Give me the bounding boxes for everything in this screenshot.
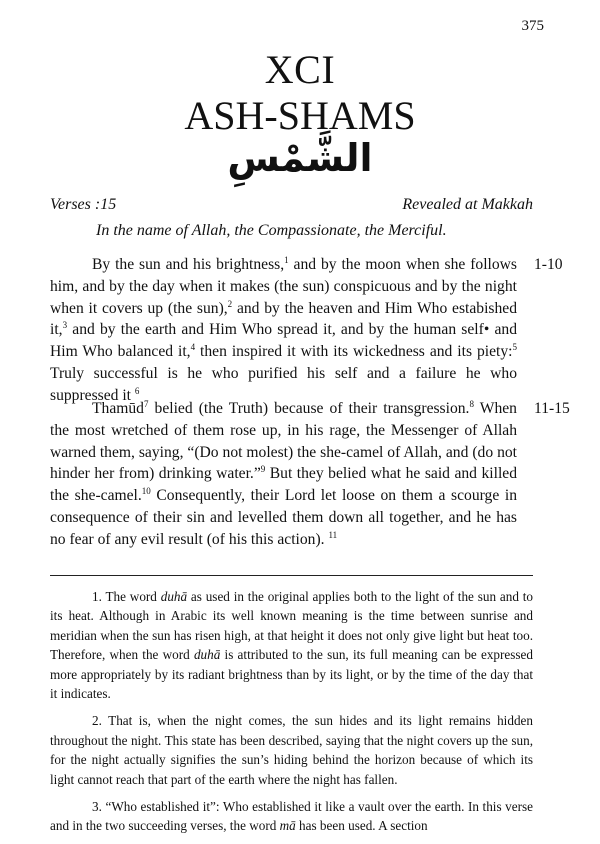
text-run: By the sun and his brightness, (92, 256, 285, 273)
page-number: 375 (521, 18, 544, 34)
verse-range: 11-15 (534, 400, 570, 417)
text-run: as used in the original applies both to the light of the sun and to its heat. Although in Arabic its well known meaning is the time between sunrise and meridian when the sun has risen high, at that height it does not only give light but heat too. Therefore, when the word (50, 589, 533, 663)
bismillah: In the name of Allah, the Compassionate, the Merciful. (96, 222, 447, 239)
text-run: Thamūd (92, 400, 144, 417)
text-run: 3. “Who established it”: Who established it like a vault over the earth. In this verse and in the two succeeding verses, the word (50, 799, 533, 834)
passage-text (50, 254, 517, 407)
footnote-marker: 3 (62, 320, 68, 331)
footnotes (50, 587, 533, 844)
footnote (50, 587, 533, 703)
text-run: and by the moon when she follows him, and by the day when it makes (the sun) conspicuous and by the night when it covers up (the sun), (50, 256, 518, 317)
text-run: But they belied what he said and killed the she-camel. (50, 465, 518, 505)
text-run: 2. That is, when the night comes, the sun hides and its light remains hidden throughout the night. This state has been described, saying that the night covers up the sun, for the night actually signifies the sun’s hiding behind the horizon because of which its light cannot reach that part of the earth where the night has fallen. (50, 713, 533, 787)
surah-title: ASH-SHAMS (184, 93, 416, 138)
revelation-place: Revealed at Makkah (402, 196, 533, 213)
text-run: has been used. A section (295, 818, 428, 834)
footnote-marker: 9 (260, 464, 266, 475)
footnote-marker: 2 (227, 298, 233, 309)
verse-range: 1-10 (534, 256, 563, 273)
verse-passage (50, 254, 600, 407)
italic-term: duhā (160, 589, 188, 604)
footnote (50, 711, 533, 789)
surah-arabic-title: الشَّمْسِ (227, 136, 373, 180)
footnote-divider (50, 575, 533, 576)
surah-number: XCI (264, 47, 336, 92)
footnote-marker: 4 (190, 342, 196, 352)
footnote-marker: 5 (512, 342, 517, 352)
text-run: is attributed to the sun, its full meaning can be expressed more appropriately by its radiant brightness than by its light, or by the time of the day that it indicates. (50, 647, 533, 702)
footnote-marker: 8 (469, 398, 474, 409)
text-run: 1. The word (92, 589, 161, 604)
italic-term: duhā (193, 647, 221, 663)
verse-passage (50, 398, 600, 551)
text-run: When the most wretched of them rose up, in his rage, the Messenger of Allah warned them, saying, “(Do not molest) the she-camel of Allah, and (do not hinder her from) drinking water.” (50, 400, 517, 483)
text-run: and by the earth and Him Who spread it, and by the human self• and Him Who balanced it, (50, 321, 517, 361)
italic-term: mā (279, 818, 296, 834)
footnote (50, 797, 533, 836)
footnote-marker: 11 (328, 529, 338, 540)
text-run: then inspired it with its wickedness and its piety: (195, 343, 513, 361)
text-run: Consequently, their Lord let loose on them a scourge in consequence of their sin and levelled them down all together, and he has no fear of any evil result (of his this action). (50, 487, 517, 548)
text-run: Truly successful is he who purified his self and a failure he who suppressed it (50, 364, 517, 404)
footnote-marker: 7 (143, 398, 149, 409)
footnote-marker: 1 (284, 254, 289, 265)
verses-count: Verses :15 (50, 196, 117, 213)
text-run: and by the heaven and Him Who estabished it, (50, 299, 517, 339)
footnote-marker: 6 (134, 385, 140, 396)
passage-text (50, 398, 517, 551)
text-run: belied (the Truth) because of their transgression. (148, 400, 470, 417)
footnote-marker: 10 (141, 486, 151, 496)
